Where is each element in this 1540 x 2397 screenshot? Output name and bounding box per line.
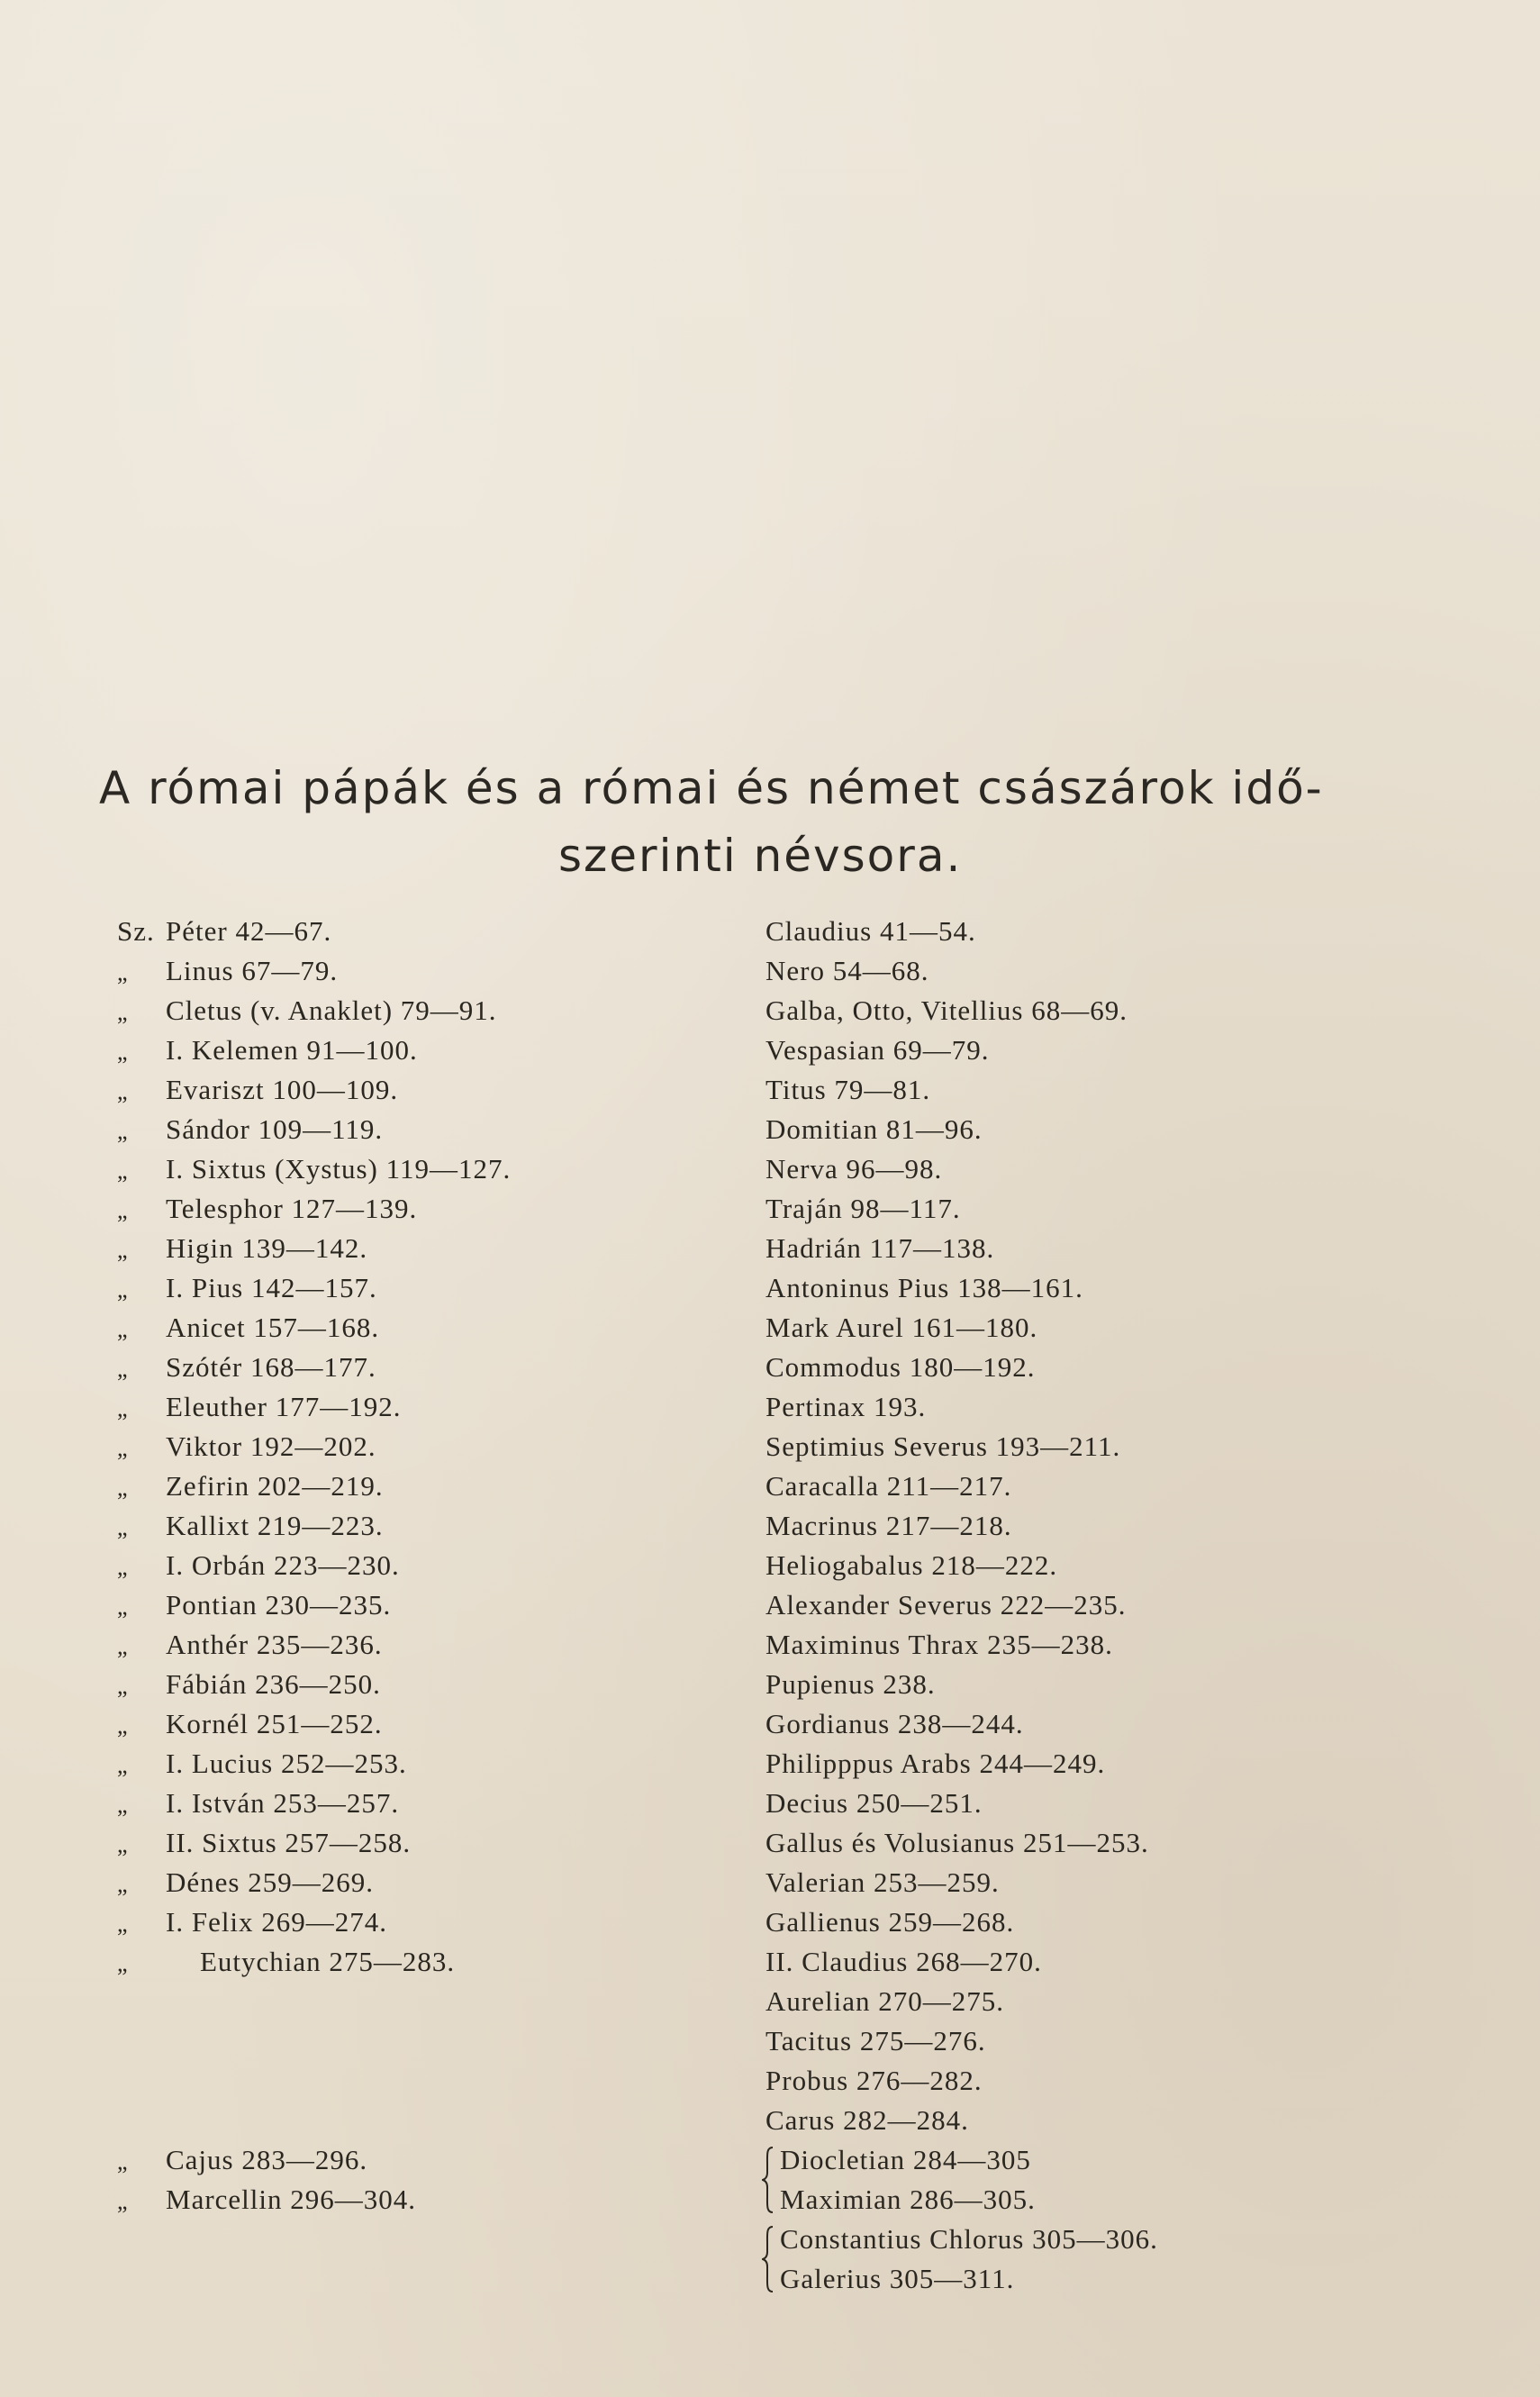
emperors-list xyxy=(765,912,1414,2299)
list-item: Gordianus 238—244. xyxy=(765,1708,1024,1739)
list-item: Tacitus 275—276. xyxy=(765,2025,986,2057)
ditto-mark: „ xyxy=(117,1197,129,1223)
list-item xyxy=(117,1031,693,1070)
list-item: Heliogabalus 218—222. xyxy=(765,1549,1058,1581)
list-item xyxy=(117,1902,693,1942)
pope-entry: Marcellin 296—304. xyxy=(166,2184,417,2215)
pope-entry: Cajus 283—296. xyxy=(166,2144,368,2175)
pope-entry: II. Sixtus 257—258. xyxy=(166,1827,412,1858)
ditto-mark: „ xyxy=(117,1435,129,1461)
list-item: Philipppus Arabs 244—249. xyxy=(765,1748,1106,1779)
ditto-mark: „ xyxy=(117,1831,129,1857)
list-item xyxy=(117,1189,693,1229)
ditto-mark: „ xyxy=(117,1871,129,1897)
list-item xyxy=(117,1823,693,1863)
list-item xyxy=(117,1110,693,1149)
pope-entry: Kallixt 219—223. xyxy=(166,1510,384,1541)
list-item: Pupienus 238. xyxy=(765,1668,936,1700)
pope-entry: Sándor 109—119. xyxy=(166,1113,384,1145)
list-item xyxy=(117,1229,693,1268)
list-item: Antoninus Pius 138—161. xyxy=(765,1272,1083,1303)
pope-entry: I. Pius 142—157. xyxy=(166,1272,377,1303)
list-item xyxy=(117,1387,693,1427)
ditto-mark: „ xyxy=(117,1078,129,1104)
list-item: Probus 276—282. xyxy=(765,2065,983,2096)
pope-entry: I. István 253—257. xyxy=(166,1787,400,1819)
pope-entry: Pontian 230—235. xyxy=(166,1589,392,1621)
list-item: Carus 282—284. xyxy=(765,2104,969,2136)
list-item: Commodus 180—192. xyxy=(765,1351,1036,1383)
list-item: Septimius Severus 193—211. xyxy=(765,1430,1121,1462)
list-item: Nero 54—68. xyxy=(765,955,929,986)
list-item: Aurelian 270—275. xyxy=(765,1985,1004,2017)
pope-entry: Linus 67—79. xyxy=(166,955,339,986)
pope-entry: Dénes 259—269. xyxy=(166,1866,374,1898)
ditto-mark: „ xyxy=(117,1792,129,1818)
pope-entry: Kornél 251—252. xyxy=(166,1708,383,1739)
ditto-mark: „ xyxy=(117,1356,129,1382)
list-item: Galba, Otto, Vitellius 68—69. xyxy=(765,994,1128,1026)
pope-entry: Viktor 192—202. xyxy=(166,1430,376,1462)
ditto-mark: „ xyxy=(117,1712,129,1739)
pope-entry: Anthér 235—236. xyxy=(166,1629,383,1660)
pope-entry: Fábián 236—250. xyxy=(166,1668,381,1700)
ditto-mark: „ xyxy=(117,1475,129,1501)
pope-entry: I. Sixtus (Xystus) 119—127. xyxy=(166,1153,512,1185)
list-item xyxy=(117,1506,693,1546)
list-item: Titus 79—81. xyxy=(765,1074,931,1105)
pope-entry: Anicet 157—168. xyxy=(166,1312,380,1343)
ditto-mark: „ xyxy=(117,1395,129,1421)
list-item xyxy=(117,1744,693,1784)
list-item: Decius 250—251. xyxy=(765,1787,983,1819)
list-item: Maximinus Thrax 235—238. xyxy=(765,1629,1113,1660)
list-item xyxy=(117,1546,693,1585)
list-item xyxy=(117,1466,693,1506)
pope-entry: Zefirin 202—219. xyxy=(166,1470,384,1502)
list-item: II. Claudius 268—270. xyxy=(765,1946,1042,1977)
list-item: Hadrián 117—138. xyxy=(765,1232,995,1264)
ditto-mark: „ xyxy=(117,1673,129,1699)
list-item xyxy=(117,1149,693,1189)
list-item: Nerva 96—98. xyxy=(765,1153,943,1185)
pope-entry: Eutychian 275—283. xyxy=(200,1946,456,1977)
list-item xyxy=(117,1308,693,1348)
ditto-mark: „ xyxy=(117,1593,129,1620)
list-item: Domitian 81—96. xyxy=(765,1113,983,1145)
list-item: Macrinus 217—218. xyxy=(765,1510,1012,1541)
list-item: Gallienus 259—268. xyxy=(765,1906,1015,1938)
pope-entry: Evariszt 100—109. xyxy=(166,1074,399,1105)
spacer xyxy=(117,2061,693,2140)
list-item: Vespasian 69—79. xyxy=(765,1034,990,1066)
pope-entry: I. Kelemen 91—100. xyxy=(166,1034,418,1066)
pope-entry: Higin 139—142. xyxy=(166,1232,368,1264)
list-item xyxy=(117,1863,693,1902)
pope-entry: Eleuther 177—192. xyxy=(166,1391,402,1422)
list-item: Mark Aurel 161—180. xyxy=(765,1312,1038,1343)
list-item xyxy=(117,1070,693,1110)
ditto-mark: „ xyxy=(117,1316,129,1342)
list-item: Pertinax 193. xyxy=(765,1391,927,1422)
list-item: Galerius 305—311. xyxy=(780,2263,1015,2294)
popes-list xyxy=(117,912,693,2220)
list-item xyxy=(117,1268,693,1308)
pope-entry: I. Felix 269—274. xyxy=(166,1906,388,1938)
list-item: Diocletian 284—305 xyxy=(780,2144,1031,2175)
pope-entry: I. Orbán 223—230. xyxy=(166,1549,400,1581)
list-item: Valerian 253—259. xyxy=(765,1866,1000,1898)
ditto-mark: „ xyxy=(117,1158,129,1184)
list-item xyxy=(117,1625,693,1665)
ditto-mark: „ xyxy=(117,1276,129,1303)
co-emperors-group xyxy=(765,2140,1414,2220)
ditto-mark: „ xyxy=(117,999,129,1025)
list-item xyxy=(117,2140,693,2180)
list-item xyxy=(117,1585,693,1625)
pope-entry: Telesphor 127—139. xyxy=(166,1193,418,1224)
ditto-mark: „ xyxy=(117,1039,129,1065)
curly-brace-icon xyxy=(762,2225,775,2293)
pope-entry: Péter 42—67. xyxy=(166,915,332,947)
list-item: Caracalla 211—217. xyxy=(765,1470,1012,1502)
list-item: Claudius 41—54. xyxy=(765,915,976,947)
list-item: Constantius Chlorus 305—306. xyxy=(780,2223,1158,2255)
list-item xyxy=(117,1704,693,1744)
list-item: Maximian 286—305. xyxy=(780,2184,1036,2215)
spacer xyxy=(117,1982,693,2061)
list-item xyxy=(117,991,693,1031)
list-item xyxy=(117,1427,693,1466)
list-item: Gallus és Volusianus 251—253. xyxy=(765,1827,1149,1858)
list-item: Alexander Severus 222—235. xyxy=(765,1589,1127,1621)
list-item xyxy=(117,1784,693,1823)
page-subtitle: szerinti névsora. xyxy=(558,830,963,882)
co-emperors-group xyxy=(765,2220,1414,2299)
ditto-mark: „ xyxy=(117,1911,129,1937)
list-item xyxy=(117,951,693,991)
list-item xyxy=(117,1665,693,1704)
ditto-mark: „ xyxy=(117,2148,129,2175)
ditto-mark: „ xyxy=(117,1950,129,1976)
ditto-mark: „ xyxy=(117,1752,129,1778)
list-item xyxy=(117,1942,693,1982)
list-item: Traján 98—117. xyxy=(765,1193,961,1224)
pope-entry: I. Lucius 252—253. xyxy=(166,1748,407,1779)
saint-abbreviation: Sz. xyxy=(117,915,155,947)
pope-entry: Szótér 168—177. xyxy=(166,1351,376,1383)
ditto-mark: „ xyxy=(117,1237,129,1263)
ditto-mark: „ xyxy=(117,1633,129,1659)
ditto-mark: „ xyxy=(117,1514,129,1540)
ditto-mark: „ xyxy=(117,1118,129,1144)
list-item xyxy=(117,912,693,951)
pope-entry: Cletus (v. Anaklet) 79—91. xyxy=(166,994,497,1026)
ditto-mark: „ xyxy=(117,959,129,985)
list-item xyxy=(117,2180,693,2220)
curly-brace-icon xyxy=(762,2146,775,2214)
ditto-mark: „ xyxy=(117,1554,129,1580)
ditto-mark: „ xyxy=(117,2188,129,2214)
list-item xyxy=(117,1348,693,1387)
page-title: A római pápák és a római és német császárok idő- xyxy=(99,762,1324,814)
